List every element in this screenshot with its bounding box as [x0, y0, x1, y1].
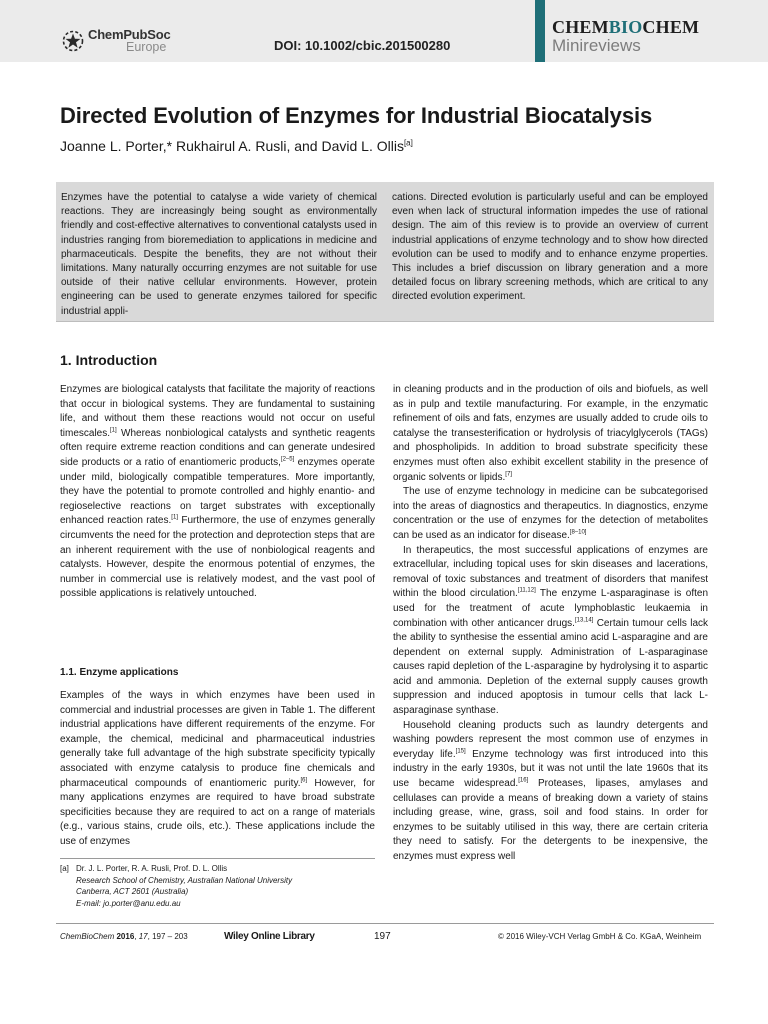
body-text: Certain tumour cells lack the ability to synthesise the essential amino acid L-asparagine and are dependent on external supply. Administration of L-asparaginase causes rapid depletion of the L-asparagine by hydrolysing it to aspartic acid and ammonia. Depletion of the external supply causes growth suppression and induced apoptosis in tumour cells that lack L-asparaginase synthase. [393, 617, 709, 717]
journal-name-part: CHEM [552, 17, 609, 37]
citation-ref[interactable]: [8–10] [569, 529, 587, 536]
paragraph [393, 544, 708, 719]
citation-ref[interactable]: [15] [455, 748, 466, 755]
paragraph [393, 719, 708, 865]
footer-volume: 17 [138, 932, 148, 941]
page-number: 197 [374, 931, 391, 942]
paragraph [393, 383, 708, 485]
citation-ref[interactable]: [16] [518, 777, 529, 784]
body-text: Proteases, lipases, amylases and cellulases can provide a means of breaking down a variety of stains including grease, wine, grass, soil and food stains. In order for enzymes to be suitably utilised in this way, there are certain criteria they need to satisfy. For the detergents to be inexpensive, the enzymes must express well [393, 778, 708, 862]
paragraph [60, 383, 375, 602]
abstract-box [56, 182, 714, 322]
citation-ref[interactable]: [11,12] [517, 587, 536, 594]
footer-year: 2016 [116, 932, 135, 941]
body-text: enzymes operate under mild, biologically compatible temperatures. More importantly, they have the potential to promote controlled and highly enantio- and regioselective reactions on target substrates with exceptionally enhanced reaction rates. [60, 456, 375, 527]
footer-divider [56, 923, 714, 924]
chempubsoc-star-icon [60, 28, 86, 54]
body-text: However, for many applications enzymes are required to have broad substrate specificities because they are required to act on a range of materials (e.g., various stains, crude oils, etc.). These applications include the use of enzymes [60, 777, 375, 847]
footnote-marker: [a] [60, 864, 69, 873]
citation-ref[interactable]: [7] [505, 471, 512, 478]
body-text: Furthermore, the use of enzymes generally circumvents the need for the protection and deprotection steps that are an inherent requirement with the use of nonbiological reagents and catalysts. However, despite the enormous potential of enzymes, the number in commercial use is relatively modest, and the vast pool of possible applications is relatively untouched. [60, 515, 375, 600]
left-column-applications [60, 689, 375, 850]
body-text: in cleaning products and in the production of oils and biofuels, as well as in pulp and textile manufacturing. For example, in the enzymatic refinement of oils and fats, enzymes are usually added to crude oils to catalyse the transesterification or hydrolysis of triacylglycerols (TAGs) and phospholipids. In addition to broad substrate specificity these enzymes must often also exhibit excellent stability in the presence of organic solvents or lipids. [393, 384, 708, 483]
body-text: Examples of the ways in which enzymes have been used in commercial and industrial processes are given in Table 1. The different industrial applications have different requirements of the enzyme. For example, the chemical, medicinal and pharmaceutical industries generally take full advantage of the high substrate specificity typically associated with enzyme catalysis to produce fine chemicals and pharmaceutical compounds of enantiomeric purity. [60, 690, 375, 789]
footnote-email[interactable]: E-mail: jo.porter@anu.edu.au [76, 898, 181, 908]
citation-ref[interactable]: [1] [171, 515, 178, 522]
paragraph [393, 485, 708, 543]
journal-name[interactable] [552, 17, 699, 38]
body-text: Whereas nonbiological catalysts and synthetic reagents often require extreme reaction conditions and can generate undesired side products or a ratio of enantiomeric products, [60, 427, 375, 468]
journal-name-part: CHEM [642, 17, 700, 37]
right-column [393, 383, 708, 865]
footer-pages: 197 – 203 [152, 932, 188, 941]
article-type: Minireviews [552, 36, 641, 55]
article-title: Directed Evolution of Enzymes for Industrial Biocatalysis [60, 103, 653, 128]
footnote-address: Canberra, ACT 2601 (Australia) [76, 887, 189, 896]
affiliation-marker[interactable]: [a] [403, 138, 413, 148]
publisher-name: ChemPubSoc [88, 27, 171, 42]
wiley-online-library-link[interactable]: Wiley Online Library [224, 931, 315, 942]
publisher-logo[interactable] [60, 26, 240, 58]
citation-ref[interactable]: [13,14] [574, 617, 594, 624]
subsection-heading: 1.1. Enzyme applications [60, 667, 179, 678]
journal-accent-bar [535, 0, 545, 62]
section-heading: 1. Introduction [60, 352, 158, 368]
body-text: Enzyme technology was first introduced into this industry in the early 1930s, but it was not until the late 1960s that its use became widespread. [393, 748, 709, 790]
journal-name-part: BIO [608, 17, 643, 37]
doi-link[interactable]: DOI: 10.1002/cbic.201500280 [274, 38, 451, 53]
footer-journal: ChemBioChem [60, 932, 115, 941]
citation-ref[interactable]: [1] [110, 427, 117, 434]
body-text: Household cleaning products such as laundry detergents and washing powders represent the most common use of enzymes in everyday life. [393, 719, 708, 760]
citation-ref[interactable]: [6] [300, 777, 308, 784]
abstract-left-column: Enzymes have the potential to catalyse a wide variety of chemical reactions. They are increasingly being sought as environmentally friendly and cost-effective alternatives to conventional catalysts used in industries ranging from bioremediation to applications in medicine and pharmaceuticals. Despite the benefits, they are not without their limitations. Many naturally occurring enzymes are not suitable for use outside of their native cellular environments. However, protein engineering can be used to generate enzymes tailored for specific industrial appli- [61, 192, 377, 317]
copyright-notice: © 2016 Wiley-VCH Verlag GmbH & Co. KGaA, Weinheim [498, 932, 702, 941]
footnote-institution: Research School of Chemistry, Australian National University [76, 875, 293, 885]
body-text: The enzyme L-asparaginase is often used for the treatment of acute lymphoblastic leukaemia in combination with other anticancer drugs. [393, 588, 708, 629]
citation-ref[interactable]: [2–5] [280, 456, 295, 463]
footer-citation: ChemBioChem 2016, 17, 197 – 203 [60, 932, 188, 941]
paragraph [60, 689, 375, 850]
body-text: In therapeutics, the most successful applications of enzymes are extracellular, including topical uses for skin diseases and lacerations, removal of toxic substances and treatment of disorders that manifest within the blood circulation. [393, 544, 708, 600]
affiliation-footnote [60, 858, 375, 909]
body-text: Enzymes are biological catalysts that facilitate the majority of reactions that occur in biological systems. They are fundamental to sustaining life, and without them these reactions would not occur on useful timescales. [60, 384, 375, 439]
left-column-intro [60, 383, 375, 602]
abstract-right-column: cations. Directed evolution is particularly useful and can be employed even when lack of structural information impedes the use of rational design. The aim of this review is to provide an overview of current industrial applications of enzyme technology and to show how directed evolution can be used to modify and to enhance enzyme properties. This includes a brief discussion on library generation and a more detailed focus on library screening methods, which are critical to any directed evolution experiment. [392, 192, 708, 303]
footnote-authors: Dr. J. L. Porter, R. A. Rusli, Prof. D. L. Ollis [76, 864, 228, 873]
publisher-subtitle: Europe [126, 40, 167, 54]
body-text: The use of enzyme technology in medicine can be subcategorised into the areas of diagnostics and therapeutics. In diagnostics, enzyme concentration or the use of enzymes for the detection of metabolites can be used as an indicator for disease. [393, 486, 708, 541]
author-list [60, 138, 413, 154]
author-names: Joanne L. Porter,* Rukhairul A. Rusli, and David L. Ollis [60, 138, 404, 154]
